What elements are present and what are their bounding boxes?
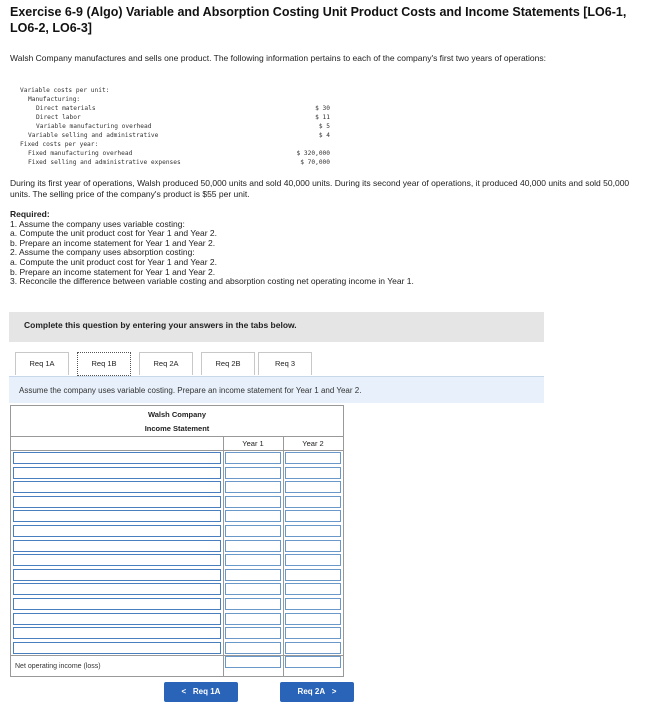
year-1-amount-input[interactable] bbox=[225, 467, 281, 479]
instruction-text: Complete this question by entering your answers in the tabs below. bbox=[24, 320, 297, 330]
header-divider bbox=[11, 436, 343, 437]
year-2-amount-input[interactable] bbox=[285, 496, 341, 508]
next-req-label: Req 2A bbox=[297, 687, 326, 696]
instruction-bar bbox=[9, 312, 544, 342]
line-item-label-input[interactable] bbox=[13, 467, 221, 479]
cost-row bbox=[20, 140, 330, 149]
line-item-label-input[interactable] bbox=[13, 569, 221, 581]
required-item: a. Compute the unit product cost for Year 1 and Year 2. bbox=[10, 228, 217, 239]
cost-label: Variable costs per unit: bbox=[20, 87, 110, 94]
cost-row bbox=[20, 122, 330, 131]
chevron-left-icon: < bbox=[181, 687, 187, 696]
cost-table bbox=[20, 86, 330, 167]
net-operating-income-label: Net operating income (loss) bbox=[15, 663, 101, 670]
year-1-amount-input[interactable] bbox=[225, 642, 281, 654]
year-1-amount-input[interactable] bbox=[225, 569, 281, 581]
year-2-amount-input[interactable] bbox=[285, 540, 341, 552]
year-2-amount-input[interactable] bbox=[285, 627, 341, 639]
year-1-amount-input[interactable] bbox=[225, 481, 281, 493]
cost-row bbox=[20, 86, 330, 95]
cost-row bbox=[20, 113, 330, 122]
income-statement-table bbox=[10, 405, 344, 677]
cost-row bbox=[20, 149, 330, 158]
line-item-label-input[interactable] bbox=[13, 481, 221, 493]
header-divider bbox=[11, 450, 343, 451]
column-year-2: Year 2 bbox=[302, 439, 324, 448]
prev-req-button[interactable] bbox=[164, 682, 238, 702]
operations-paragraph: During its first year of operations, Walsh produced 50,000 units and sold 40,000 units. During its second year of operations, it produced 40,000 units and sold 50,000 units. The selling price of the company's product is $55 per unit. bbox=[10, 178, 630, 199]
year-2-amount-input[interactable] bbox=[285, 481, 341, 493]
column-year-1: Year 1 bbox=[242, 439, 264, 448]
tab-req-1b[interactable]: Req 1B bbox=[77, 352, 131, 376]
required-item: a. Compute the unit product cost for Year 1 and Year 2. bbox=[10, 256, 217, 267]
required-item: b. Prepare an income statement for Year 1 and Year 2. bbox=[10, 266, 216, 277]
cost-label: Manufacturing: bbox=[28, 96, 81, 103]
line-item-label-input[interactable] bbox=[13, 510, 221, 522]
year-2-amount-input[interactable] bbox=[285, 569, 341, 581]
cost-amount: $ 5 bbox=[318, 123, 330, 130]
required-heading: Required: bbox=[10, 209, 50, 219]
required-item: 2. Assume the company uses absorption costing: bbox=[10, 247, 195, 258]
net-income-year-1-input[interactable] bbox=[225, 656, 281, 668]
year-1-amount-input[interactable] bbox=[225, 583, 281, 595]
tab-req-3[interactable]: Req 3 bbox=[258, 352, 312, 375]
year-1-amount-input[interactable] bbox=[225, 496, 281, 508]
line-item-label-input[interactable] bbox=[13, 613, 221, 625]
chevron-right-icon: > bbox=[331, 687, 337, 696]
cost-label: Fixed selling and administrative expenses bbox=[28, 159, 181, 166]
company-name: Walsh Company bbox=[147, 410, 207, 419]
required-section bbox=[10, 210, 640, 287]
line-item-label-input[interactable] bbox=[13, 525, 221, 537]
prev-req-label: Req 1A bbox=[192, 687, 221, 696]
year-1-amount-input[interactable] bbox=[225, 510, 281, 522]
line-item-label-input[interactable] bbox=[13, 642, 221, 654]
line-item-label-input[interactable] bbox=[13, 452, 221, 464]
cost-label: Fixed costs per year: bbox=[20, 141, 99, 148]
column-divider bbox=[223, 436, 224, 676]
net-income-year-2-input[interactable] bbox=[285, 656, 341, 668]
year-2-amount-input[interactable] bbox=[285, 642, 341, 654]
year-1-amount-input[interactable] bbox=[225, 554, 281, 566]
year-1-amount-input[interactable] bbox=[225, 540, 281, 552]
statement-name: Income Statement bbox=[144, 424, 210, 433]
tab-req-2b[interactable]: Req 2B bbox=[201, 352, 255, 375]
required-item: b. Prepare an income statement for Year 1 and Year 2. bbox=[10, 237, 216, 248]
cost-label: Variable manufacturing overhead bbox=[36, 123, 152, 130]
exercise-title: Exercise 6-9 (Algo) Variable and Absorption Costing Unit Product Costs and Income Statements [LO6-1, LO6-2, LO6-3] bbox=[10, 5, 627, 35]
year-2-amount-input[interactable] bbox=[285, 583, 341, 595]
cost-amount: $ 11 bbox=[315, 114, 330, 121]
next-req-button[interactable] bbox=[280, 682, 354, 702]
cost-label: Fixed manufacturing overhead bbox=[28, 150, 133, 157]
column-divider bbox=[283, 436, 284, 676]
cost-amount: $ 70,000 bbox=[300, 159, 330, 166]
year-2-amount-input[interactable] bbox=[285, 467, 341, 479]
year-1-amount-input[interactable] bbox=[225, 598, 281, 610]
year-1-amount-input[interactable] bbox=[225, 613, 281, 625]
cost-amount: $ 4 bbox=[318, 132, 330, 139]
year-2-amount-input[interactable] bbox=[285, 452, 341, 464]
panel-text: Assume the company uses variable costing. Prepare an income statement for Year 1 and Year 2. bbox=[19, 386, 362, 395]
line-item-label-input[interactable] bbox=[13, 583, 221, 595]
cost-row bbox=[20, 104, 330, 113]
year-2-amount-input[interactable] bbox=[285, 510, 341, 522]
cost-row bbox=[20, 131, 330, 140]
tab-req-2a[interactable]: Req 2A bbox=[139, 352, 193, 375]
year-2-amount-input[interactable] bbox=[285, 525, 341, 537]
year-2-amount-input[interactable] bbox=[285, 598, 341, 610]
required-item: 3. Reconcile the difference between variable costing and absorption costing net operating income in Year 1. bbox=[10, 276, 414, 287]
year-1-amount-input[interactable] bbox=[225, 525, 281, 537]
year-2-amount-input[interactable] bbox=[285, 554, 341, 566]
year-1-amount-input[interactable] bbox=[225, 627, 281, 639]
question-panel bbox=[9, 376, 544, 403]
line-item-label-input[interactable] bbox=[13, 540, 221, 552]
cost-row bbox=[20, 95, 330, 104]
required-item: 1. Assume the company uses variable costing: bbox=[10, 218, 185, 229]
cost-label: Direct labor bbox=[36, 114, 81, 121]
intro-text: Walsh Company manufactures and sells one product. The following information pertains to each of the company's first two years of operations: bbox=[10, 53, 546, 63]
line-item-label-input[interactable] bbox=[13, 554, 221, 566]
line-item-label-input[interactable] bbox=[13, 627, 221, 639]
line-item-label-input[interactable] bbox=[13, 496, 221, 508]
cost-row bbox=[20, 158, 330, 167]
cost-amount: $ 30 bbox=[315, 105, 330, 112]
cost-label: Variable selling and administrative bbox=[28, 132, 159, 139]
year-1-amount-input[interactable] bbox=[225, 452, 281, 464]
line-item-label-input[interactable] bbox=[13, 598, 221, 610]
tab-req-1a[interactable]: Req 1A bbox=[15, 352, 69, 375]
cost-label: Direct materials bbox=[36, 105, 96, 112]
cost-amount: $ 320,000 bbox=[296, 150, 330, 157]
year-2-amount-input[interactable] bbox=[285, 613, 341, 625]
